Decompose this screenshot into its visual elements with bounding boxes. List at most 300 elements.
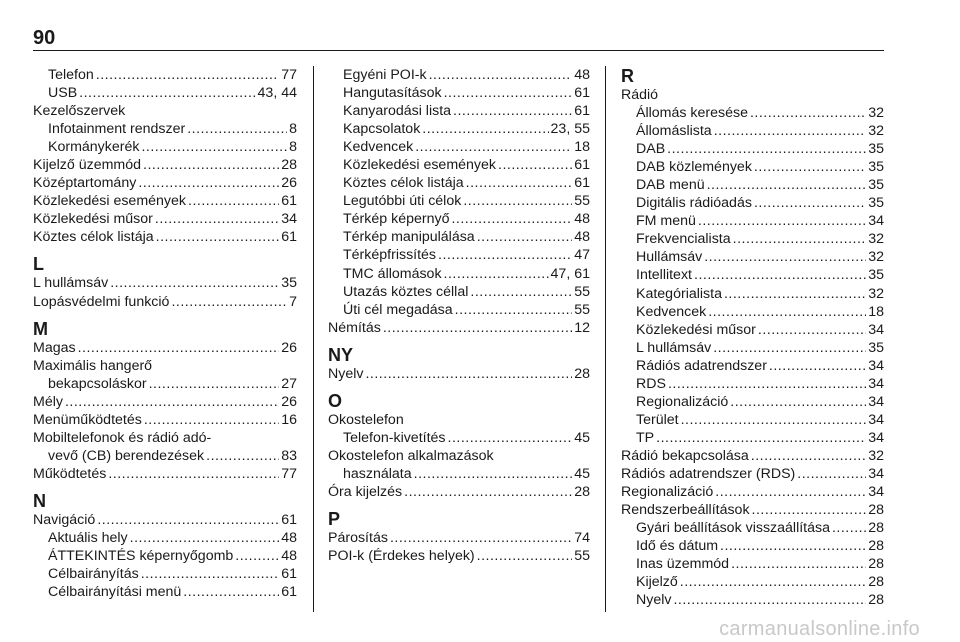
index-page-ref[interactable]: 34 bbox=[868, 411, 884, 428]
index-subentry[interactable] bbox=[33, 84, 297, 102]
index-page-ref[interactable]: 26 bbox=[281, 175, 297, 192]
index-entry-term: Úti cél megadása bbox=[343, 301, 453, 318]
dot-leader bbox=[78, 339, 280, 357]
index-subentry[interactable] bbox=[328, 156, 590, 174]
index-subentry[interactable] bbox=[621, 266, 884, 284]
index-entry-term: Kijelző bbox=[636, 574, 678, 591]
index-page-ref[interactable]: 74 bbox=[574, 529, 590, 546]
index-heading-entry: Mobiltelefonok és rádió adó- bbox=[33, 429, 212, 446]
index-page-ref[interactable]: 61 bbox=[281, 229, 297, 246]
index-entry[interactable] bbox=[328, 483, 590, 501]
index-entry-term: Gyári beállítások visszaállítása bbox=[636, 520, 830, 537]
index-column-1 bbox=[33, 66, 297, 601]
index-page-ref[interactable]: 28 bbox=[574, 483, 590, 500]
index-subentry[interactable] bbox=[33, 375, 297, 393]
index-entry-term: Térkép manipulálása bbox=[343, 229, 475, 246]
dot-leader bbox=[448, 429, 573, 447]
index-entry[interactable] bbox=[33, 465, 297, 483]
index-entry-term: Digitális rádióadás bbox=[636, 195, 752, 212]
page-number: 90 bbox=[33, 27, 56, 49]
index-entry[interactable] bbox=[621, 465, 884, 483]
index-subentry[interactable] bbox=[621, 555, 884, 573]
index-entry-term: Közlekedési műsor bbox=[636, 321, 756, 338]
index-heading-entry: Okostelefon bbox=[328, 411, 404, 428]
index-heading-entry: Rádió bbox=[621, 87, 659, 103]
index-heading-entry: Maximális hangerő bbox=[33, 357, 153, 374]
index-page-ref[interactable]: 35 bbox=[868, 195, 884, 212]
dot-leader bbox=[451, 210, 572, 228]
index-entry-term: Kedvencek bbox=[636, 303, 707, 320]
dot-leader bbox=[429, 66, 573, 84]
dot-leader bbox=[707, 176, 867, 194]
index-page-ref[interactable]: 77 bbox=[281, 465, 297, 482]
dot-leader bbox=[704, 248, 866, 266]
index-entry-term: Mély bbox=[33, 393, 63, 410]
dot-leader bbox=[453, 102, 572, 120]
index-letter-heading: R bbox=[621, 66, 634, 86]
dot-leader bbox=[667, 140, 866, 158]
dot-leader bbox=[708, 303, 866, 321]
index-entry-term: Regionalizáció bbox=[621, 484, 714, 501]
dot-leader bbox=[680, 573, 866, 591]
index-entry-term: Kormánykerék bbox=[48, 139, 140, 156]
index-subentry[interactable] bbox=[621, 537, 884, 555]
index-entry-term: DAB közlemények bbox=[636, 159, 752, 176]
index-entry[interactable] bbox=[328, 547, 590, 565]
index-letter-heading: NY bbox=[328, 344, 354, 365]
index-page-ref[interactable]: 61 bbox=[281, 584, 297, 601]
index-subentry[interactable] bbox=[328, 66, 590, 84]
index-page-ref[interactable]: 32 bbox=[868, 249, 884, 266]
index-subentry[interactable] bbox=[621, 321, 884, 339]
index-entry[interactable] bbox=[328, 365, 590, 383]
index-subentry[interactable] bbox=[328, 210, 590, 228]
dot-leader bbox=[415, 138, 572, 156]
index-entry-term: vevő (CB) berendezések bbox=[48, 447, 205, 464]
index-subentry[interactable] bbox=[33, 447, 297, 465]
dot-leader bbox=[414, 465, 573, 483]
index-page-ref[interactable]: 83 bbox=[281, 447, 297, 464]
dot-leader bbox=[390, 529, 572, 547]
index-page-ref[interactable]: 28 bbox=[868, 520, 884, 537]
index-entry-term: Némítás bbox=[328, 319, 381, 336]
index-entry-term: Térkép képernyő bbox=[343, 211, 450, 228]
dot-leader bbox=[130, 529, 280, 547]
index-page-ref[interactable]: 48 bbox=[574, 211, 590, 228]
index-entry-term: bekapcsoláskor bbox=[48, 375, 147, 392]
dot-leader bbox=[724, 285, 866, 303]
index-subentry[interactable] bbox=[328, 283, 590, 301]
index-letter-heading: M bbox=[33, 318, 48, 339]
index-letter-heading: N bbox=[33, 490, 46, 511]
index-entry-term: POI-k (Érdekes helyek) bbox=[328, 548, 475, 565]
index-entry-term: ÁTTEKINTÉS képernyőgomb bbox=[48, 548, 234, 565]
index-entry[interactable] bbox=[33, 339, 297, 357]
index-entry[interactable] bbox=[33, 511, 297, 529]
dot-leader bbox=[183, 583, 279, 601]
index-page-ref[interactable]: 48 bbox=[281, 529, 297, 546]
dot-leader bbox=[155, 210, 279, 228]
index-entry[interactable] bbox=[33, 174, 297, 192]
dot-leader bbox=[463, 192, 572, 210]
index-letter-heading: P bbox=[328, 508, 341, 529]
index-entry[interactable] bbox=[33, 293, 297, 311]
index-page-ref[interactable]: 32 bbox=[868, 123, 884, 140]
index-entry-term: Állomás keresése bbox=[636, 105, 748, 122]
index-subentry[interactable] bbox=[33, 565, 297, 583]
index-entry-term: Telefon bbox=[48, 67, 94, 83]
index-entry-term: Telefon-kivetítés bbox=[343, 429, 446, 446]
dot-leader bbox=[769, 357, 866, 375]
index-entry-term: Hullámsáv bbox=[636, 249, 703, 266]
index-page-ref[interactable]: 8 bbox=[289, 139, 297, 156]
index-entry[interactable] bbox=[621, 483, 884, 501]
index-entry-term: Infotainment rendszer bbox=[48, 121, 186, 138]
index-subentry[interactable] bbox=[621, 591, 884, 609]
index-subentry[interactable] bbox=[621, 573, 884, 591]
index-page-ref[interactable]: 28 bbox=[868, 538, 884, 555]
index-page-ref[interactable]: 16 bbox=[281, 411, 297, 428]
index-entry-term: Intellitext bbox=[636, 267, 692, 284]
dot-leader bbox=[681, 411, 867, 429]
dot-leader bbox=[715, 483, 866, 501]
index-page-ref[interactable]: 48 bbox=[281, 548, 297, 565]
index-subentry[interactable] bbox=[621, 429, 884, 447]
index-subentry[interactable] bbox=[328, 429, 590, 447]
index-subentry[interactable] bbox=[621, 176, 884, 194]
dot-leader bbox=[733, 230, 867, 248]
index-entry-term: Rádiós adatrendszer (RDS) bbox=[621, 465, 796, 482]
index-subentry[interactable] bbox=[621, 212, 884, 230]
index-entry-term: Célbairányítási menü bbox=[48, 584, 182, 601]
dot-leader bbox=[656, 429, 866, 447]
index-subentry[interactable] bbox=[328, 102, 590, 120]
index-entry-term: USB bbox=[48, 85, 78, 102]
dot-leader bbox=[797, 465, 866, 483]
index-page-ref[interactable]: 61 bbox=[574, 175, 590, 192]
index-subentry[interactable] bbox=[621, 158, 884, 176]
index-entry-term: Kijelző üzemmód bbox=[33, 157, 142, 174]
index-page-ref[interactable]: 28 bbox=[281, 157, 297, 174]
index-subentry[interactable] bbox=[621, 285, 884, 303]
index-entry-term: Állomáslista bbox=[636, 123, 712, 140]
index-page-ref[interactable]: 35 bbox=[868, 141, 884, 158]
index-page-ref[interactable]: 45 bbox=[574, 465, 590, 482]
index-entry-term: Idő és dátum bbox=[636, 538, 719, 555]
dot-leader bbox=[108, 465, 279, 483]
index-page-ref[interactable]: 34 bbox=[868, 465, 884, 482]
index-page-ref[interactable]: 28 bbox=[868, 556, 884, 573]
index-page-ref[interactable]: 47, 61 bbox=[550, 265, 590, 282]
dot-leader bbox=[110, 274, 279, 292]
index-entry-term: Rádió bekapcsolása bbox=[621, 447, 749, 464]
index-subentry[interactable] bbox=[328, 301, 590, 319]
index-entry-term: Hangutasítások bbox=[343, 85, 442, 102]
index-subentry[interactable] bbox=[621, 303, 884, 321]
index-subentry[interactable] bbox=[33, 120, 297, 138]
index-page-ref[interactable]: 34 bbox=[868, 393, 884, 410]
index-subentry[interactable] bbox=[621, 411, 884, 429]
index-entry-term: Párosítás bbox=[328, 529, 388, 546]
index-column-3 bbox=[621, 66, 884, 609]
index-entry[interactable] bbox=[328, 319, 590, 337]
index-subentry[interactable] bbox=[621, 393, 884, 411]
dot-leader bbox=[404, 483, 572, 501]
index-column-2 bbox=[328, 66, 590, 565]
dot-leader bbox=[171, 293, 287, 311]
index-entry-term: Kapcsolatok bbox=[343, 121, 421, 138]
index-entry[interactable] bbox=[621, 447, 884, 465]
dot-leader bbox=[498, 156, 572, 174]
dot-leader bbox=[143, 156, 279, 174]
index-page-ref[interactable]: 32 bbox=[868, 105, 884, 122]
dot-leader bbox=[444, 265, 549, 283]
index-page-ref[interactable]: 34 bbox=[868, 321, 884, 338]
dot-leader bbox=[444, 84, 573, 102]
index-entry-term: Célbairányítás bbox=[48, 566, 139, 583]
index-page-ref[interactable]: 28 bbox=[868, 574, 884, 591]
dot-leader bbox=[422, 120, 548, 138]
dot-leader bbox=[731, 555, 866, 573]
dot-leader bbox=[720, 537, 866, 555]
index-subentry[interactable] bbox=[328, 228, 590, 246]
dot-leader bbox=[714, 122, 867, 140]
dot-leader bbox=[138, 174, 279, 192]
index-subentry[interactable] bbox=[621, 104, 884, 122]
index-heading-entry: Kezelőszervek bbox=[33, 103, 126, 120]
dot-leader bbox=[673, 591, 866, 609]
index-page-ref[interactable]: 28 bbox=[574, 365, 590, 382]
index-page-ref[interactable]: 55 bbox=[574, 301, 590, 318]
dot-leader bbox=[79, 84, 255, 102]
dot-leader bbox=[188, 192, 279, 210]
index-entry-term: Kategórialista bbox=[636, 285, 722, 302]
index-entry-term: Nyelv bbox=[636, 592, 672, 609]
index-page-ref[interactable]: 55 bbox=[574, 548, 590, 565]
index-subentry[interactable] bbox=[328, 174, 590, 192]
index-entry-term: Legutóbbi úti célok bbox=[343, 193, 462, 210]
index-page-ref[interactable]: 35 bbox=[868, 159, 884, 176]
index-entry[interactable] bbox=[328, 529, 590, 547]
index-subentry[interactable] bbox=[621, 140, 884, 158]
index-page-ref[interactable]: 61 bbox=[281, 511, 297, 528]
index-entry-term: Közlekedési események bbox=[33, 193, 186, 210]
dot-leader bbox=[466, 174, 573, 192]
index-entry[interactable] bbox=[33, 228, 297, 246]
index-entry[interactable] bbox=[33, 156, 297, 174]
index-subentry[interactable] bbox=[33, 583, 297, 601]
index-subentry[interactable] bbox=[328, 246, 590, 264]
index-subentry[interactable] bbox=[621, 375, 884, 393]
index-entry-term: DAB menü bbox=[636, 177, 705, 194]
index-page-ref[interactable]: 45 bbox=[574, 429, 590, 446]
index-page-ref[interactable]: 23, 55 bbox=[550, 121, 590, 138]
index-entry-term: Rendszerbeállítások bbox=[621, 502, 750, 519]
index-entry-term: TP bbox=[636, 429, 655, 446]
dot-leader bbox=[668, 375, 866, 393]
index-entry-term: Lopásvédelmi funkció bbox=[33, 293, 170, 310]
index-page-ref[interactable]: 8 bbox=[289, 121, 297, 138]
index-page-ref[interactable]: 28 bbox=[868, 592, 884, 609]
dot-leader bbox=[156, 228, 280, 246]
index-page-ref[interactable]: 12 bbox=[574, 319, 590, 336]
index-page-ref[interactable]: 48 bbox=[574, 67, 590, 83]
index-page-ref[interactable]: 35 bbox=[868, 177, 884, 194]
index-page-ref[interactable]: 35 bbox=[281, 275, 297, 292]
dot-leader bbox=[754, 194, 866, 212]
index-subentry[interactable] bbox=[328, 120, 590, 138]
index-subentry[interactable] bbox=[621, 357, 884, 375]
index-entry[interactable] bbox=[33, 393, 297, 411]
column-divider bbox=[313, 66, 314, 612]
index-entry-term: Navigáció bbox=[33, 511, 96, 528]
dot-leader bbox=[713, 339, 866, 357]
index-page-ref[interactable]: 34 bbox=[868, 429, 884, 446]
index-entry-term: DAB bbox=[636, 141, 666, 158]
dot-leader bbox=[235, 547, 279, 565]
index-page-ref[interactable]: 7 bbox=[289, 293, 297, 310]
index-page-ref[interactable]: 61 bbox=[281, 193, 297, 210]
index-page-ref[interactable]: 77 bbox=[281, 67, 297, 83]
dot-leader bbox=[752, 501, 867, 519]
index-entry-term: TMC állomások bbox=[343, 265, 442, 282]
index-page-ref[interactable]: 61 bbox=[574, 157, 590, 174]
dot-leader bbox=[698, 212, 866, 230]
column-divider bbox=[605, 66, 606, 612]
index-page-ref[interactable]: 61 bbox=[281, 566, 297, 583]
dot-leader bbox=[751, 447, 866, 465]
index-entry-term: Közlekedési műsor bbox=[33, 211, 153, 228]
index-page-ref[interactable]: 35 bbox=[868, 339, 884, 356]
index-letter-heading: L bbox=[33, 254, 44, 275]
index-entry-term: Aktuális hely bbox=[48, 529, 128, 546]
index-entry-term: Kanyarodási lista bbox=[343, 103, 452, 120]
index-entry-term: Középtartomány bbox=[33, 175, 137, 192]
index-subentry[interactable] bbox=[33, 529, 297, 547]
index-page-ref[interactable]: 34 bbox=[868, 357, 884, 374]
dot-leader bbox=[97, 511, 279, 529]
index-entry-term: Kedvencek bbox=[343, 139, 414, 156]
index-entry-term: L hullámsáv bbox=[33, 275, 109, 292]
index-subentry[interactable] bbox=[33, 66, 297, 84]
index-entry-term: L hullámsáv bbox=[636, 339, 712, 356]
index-entry-term: Köztes célok listája bbox=[343, 175, 464, 192]
index-subentry[interactable] bbox=[33, 138, 297, 156]
index-entry-term: használata bbox=[343, 465, 412, 482]
index-entry-term: Terület bbox=[636, 411, 679, 428]
index-entry[interactable] bbox=[33, 210, 297, 228]
dot-leader bbox=[149, 375, 280, 393]
index-subentry[interactable] bbox=[621, 519, 884, 537]
index-page-ref[interactable]: 61 bbox=[574, 103, 590, 120]
dot-leader bbox=[206, 447, 279, 465]
dot-leader bbox=[750, 104, 866, 122]
index-page-ref[interactable]: 28 bbox=[868, 502, 884, 519]
index-page-ref[interactable]: 47 bbox=[574, 247, 590, 264]
index-page-ref[interactable]: 48 bbox=[574, 229, 590, 246]
index-subentry[interactable] bbox=[328, 192, 590, 210]
index-page-ref[interactable]: 26 bbox=[281, 393, 297, 410]
index-subentry[interactable] bbox=[328, 465, 590, 483]
index-entry-term: Frekvencialista bbox=[636, 231, 731, 248]
index-page-ref[interactable]: 34 bbox=[868, 375, 884, 392]
dot-leader bbox=[187, 120, 287, 138]
index-page-ref[interactable]: 18 bbox=[574, 139, 590, 156]
dot-leader bbox=[455, 301, 573, 319]
dot-leader bbox=[438, 246, 572, 264]
index-entry-term: Nyelv bbox=[328, 365, 364, 382]
index-page-ref[interactable]: 43, 44 bbox=[257, 85, 297, 102]
index-entry-term: Köztes célok listája bbox=[33, 229, 154, 246]
header-rule bbox=[33, 50, 884, 51]
dot-leader bbox=[754, 158, 866, 176]
index-page-ref[interactable]: 55 bbox=[574, 193, 590, 210]
dot-leader bbox=[96, 66, 279, 84]
index-entry-term: Inas üzemmód bbox=[636, 556, 730, 573]
index-subentry[interactable] bbox=[328, 84, 590, 102]
dot-leader bbox=[730, 393, 866, 411]
index-entry-term: Egyéni POI-k bbox=[343, 67, 427, 83]
index-entry-term: Rádiós adatrendszer bbox=[636, 357, 767, 374]
index-entry-term: RDS bbox=[636, 375, 666, 392]
index-entry[interactable] bbox=[33, 411, 297, 429]
index-entry-term: Magas bbox=[33, 339, 76, 356]
index-page-ref[interactable]: 61 bbox=[574, 85, 590, 102]
index-entry-term: Óra kijelzés bbox=[328, 483, 403, 500]
index-subentry[interactable] bbox=[621, 248, 884, 266]
dot-leader bbox=[477, 228, 573, 246]
index-subentry[interactable] bbox=[621, 339, 884, 357]
dot-leader bbox=[141, 138, 287, 156]
index-page-ref[interactable]: 18 bbox=[868, 303, 884, 320]
index-letter-heading: O bbox=[328, 390, 343, 411]
dot-leader bbox=[477, 547, 573, 565]
index-page-ref[interactable]: 34 bbox=[868, 213, 884, 230]
index-page-ref[interactable]: 35 bbox=[868, 267, 884, 284]
index-entry-term: Menüműködtetés bbox=[33, 411, 142, 428]
dot-leader bbox=[65, 393, 279, 411]
index-page-ref[interactable]: 27 bbox=[281, 375, 297, 392]
watermark-footer: carmanualsonline.info bbox=[719, 618, 920, 640]
dot-leader bbox=[141, 565, 280, 583]
dot-leader bbox=[365, 365, 572, 383]
index-page-ref[interactable]: 55 bbox=[574, 283, 590, 300]
dot-leader bbox=[758, 321, 866, 339]
dot-leader bbox=[470, 283, 572, 301]
index-page-ref[interactable]: 32 bbox=[868, 285, 884, 302]
dot-leader bbox=[144, 411, 279, 429]
index-page-ref[interactable]: 34 bbox=[868, 484, 884, 501]
dot-leader bbox=[832, 519, 866, 537]
index-entry-term: Közlekedési események bbox=[343, 157, 496, 174]
index-subentry[interactable] bbox=[621, 122, 884, 140]
index-subentry[interactable] bbox=[33, 547, 297, 565]
index-page-ref[interactable]: 26 bbox=[281, 339, 297, 356]
index-entry[interactable] bbox=[33, 274, 297, 292]
index-page-ref[interactable]: 32 bbox=[868, 231, 884, 248]
index-entry-term: Regionalizáció bbox=[636, 393, 729, 410]
index-page-ref[interactable]: 32 bbox=[868, 447, 884, 464]
index-entry[interactable] bbox=[621, 501, 884, 519]
index-subentry[interactable] bbox=[621, 230, 884, 248]
index-entry[interactable] bbox=[33, 192, 297, 210]
index-page-ref[interactable]: 34 bbox=[281, 211, 297, 228]
index-subentry[interactable] bbox=[328, 265, 590, 283]
index-subentry[interactable] bbox=[621, 194, 884, 212]
index-entry-term: Utazás köztes céllal bbox=[343, 283, 469, 300]
dot-leader bbox=[383, 319, 572, 337]
index-subentry[interactable] bbox=[328, 138, 590, 156]
